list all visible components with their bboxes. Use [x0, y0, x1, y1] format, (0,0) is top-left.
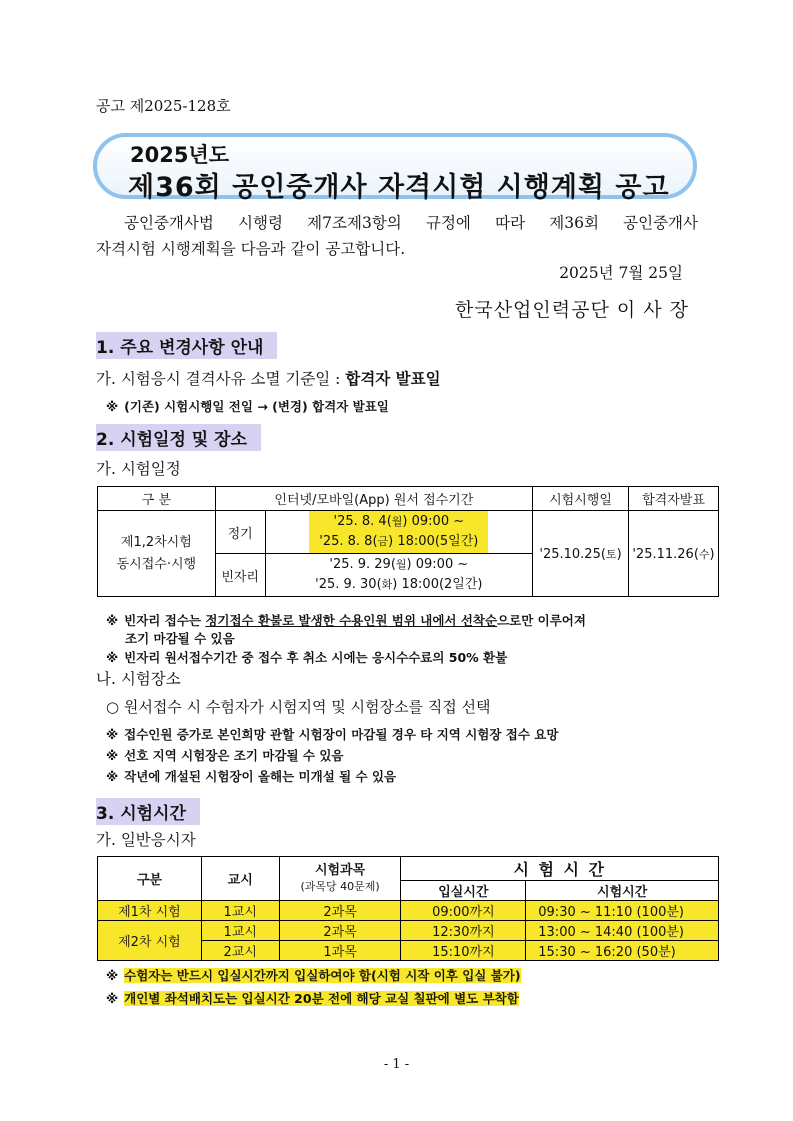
- row-division: 제2차 시험: [98, 921, 202, 961]
- regular-period-start: '25. 8. 4(월) 09:00 ~: [333, 514, 465, 529]
- intro-line-1: 공인중개사법 시행령 제7조제3항의 규정에 따라 제36회 공인중개사: [124, 214, 698, 232]
- row-label: [98, 511, 216, 597]
- section-1-heading: 1. 주요 변경사항 안내: [96, 332, 277, 359]
- header-entry-time: 입실시간: [401, 881, 526, 901]
- section-3-note-2: ※ 개인별 좌석배치도는 입실시간 20분 전에 해당 교실 칠판에 별도 부착함: [106, 991, 519, 1006]
- row-period: 1교시: [201, 901, 279, 921]
- header-subjects-title: 시험과목: [314, 862, 366, 878]
- section-3-heading: 3. 시험시간: [96, 798, 200, 825]
- notice-number: 공고 제2025-128호: [96, 97, 231, 115]
- row-subjects: 2과목: [279, 901, 401, 921]
- section-2-sub-b: 나. 시험장소: [96, 670, 181, 688]
- section-2-note-1-cont: 조기 마감될 수 있음: [125, 631, 235, 646]
- header-subjects-note: (과목당 40문제): [300, 879, 380, 893]
- schedule-table: [97, 486, 719, 597]
- vacancy-period-start: '25. 9. 29(월) 09:00 ~: [329, 557, 469, 572]
- row-exam-time: 09:30 ~ 11:10 (100분): [526, 901, 719, 921]
- row-label-line-2: 동시접수·시행: [116, 556, 197, 572]
- section-1-item-bold: 합격자 발표일: [345, 370, 441, 388]
- exam-time-table: [97, 856, 719, 961]
- header-test-time: 시험시간: [526, 881, 719, 901]
- reference-mark-icon: ※: [106, 769, 119, 784]
- table-row: [98, 901, 719, 921]
- reference-mark-icon: ※: [106, 399, 119, 414]
- place-note-1: ※ 접수인원 증가로 본인희망 관할 시험장이 마감될 경우 타 지역 시험장 접수 요망: [106, 727, 559, 742]
- row-entry: 12:30까지: [401, 921, 526, 941]
- row-exam-time: 13:00 ~ 14:40 (100분): [526, 921, 719, 941]
- header-exam-date: 시험시행일: [533, 487, 629, 511]
- vacancy-label: 빈자리: [215, 554, 265, 597]
- reference-mark-icon: ※: [106, 613, 119, 628]
- row-label-line-1: 제1,2차시험: [120, 534, 192, 550]
- section-2-note-1: ※ 빈자리 접수는 정기접수 환불로 발생한 수용인원 범위 내에서 선착순으로만 이루어져: [106, 613, 586, 628]
- reference-mark-icon: ※: [106, 748, 119, 763]
- page-number: - 1 -: [383, 1057, 410, 1072]
- table-row: [98, 921, 719, 941]
- title-year: 2025년도: [130, 143, 230, 167]
- row-period: 1교시: [201, 921, 279, 941]
- row-entry: 15:10까지: [401, 941, 526, 961]
- reference-mark-icon: ※: [106, 991, 119, 1006]
- exam-date: '25.10.25(토): [533, 511, 629, 597]
- place-line: ○ 원서접수 시 수험자가 시험지역 및 시험장소를 직접 선택: [106, 698, 491, 716]
- intro-paragraph: [96, 210, 698, 262]
- header-announce-date: 합격자발표: [628, 487, 718, 511]
- reference-mark-icon: ※: [106, 727, 119, 742]
- row-entry: 09:00까지: [401, 901, 526, 921]
- time-header-row-1: [98, 857, 719, 881]
- vacancy-period-end: '25. 9. 30(화) 18:00(2일간): [315, 577, 483, 592]
- issuer: 한국산업인력공단 이 사 장: [454, 299, 689, 321]
- row-exam-time: 15:30 ~ 16:20 (50분): [526, 941, 719, 961]
- row-subjects: 1과목: [279, 941, 401, 961]
- reference-mark-icon: ※: [106, 968, 119, 983]
- section-3-sub-a: 가. 일반응시자: [96, 831, 196, 849]
- row-subjects: 2과목: [279, 921, 401, 941]
- announce-date: '25.11.26(수): [628, 511, 718, 597]
- header-subjects: [279, 857, 401, 901]
- page-title: 제36회 공인중개사 자격시험 시행계획 공고: [128, 172, 670, 203]
- regular-row: [98, 511, 719, 554]
- schedule-header-row: [98, 487, 719, 511]
- regular-period-end: '25. 8. 8(금) 18:00(5일간): [319, 534, 479, 549]
- row-period: 2교시: [201, 941, 279, 961]
- section-1-note: [106, 397, 389, 415]
- intro-line-2: 자격시험 시행계획을 다음과 같이 공고합니다.: [96, 240, 406, 258]
- row-division: 제1차 시험: [98, 901, 202, 921]
- place-note-2: ※ 선호 지역 시험장은 조기 마감될 수 있음: [106, 748, 344, 763]
- reference-mark-icon: ※: [106, 650, 119, 665]
- regular-label: 정기: [215, 511, 265, 554]
- section-1-note-text: (기존) 시험시행일 전일 → (변경) 합격자 발표일: [124, 399, 389, 414]
- vacancy-period: [265, 554, 532, 597]
- regular-period: [265, 511, 532, 554]
- section-2-heading: 2. 시험일정 및 장소: [96, 424, 261, 451]
- header-application-period: 인터넷/모바일(App) 원서 접수기간: [215, 487, 532, 511]
- header-division: 구분: [98, 857, 202, 901]
- section-2-sub-a: 가. 시험일정: [96, 460, 181, 478]
- regular-period-highlight: [309, 511, 488, 553]
- place-note-3: ※ 작년에 개설된 시험장이 올해는 미개설 될 수 있음: [106, 769, 397, 784]
- header-division: 구 분: [98, 487, 216, 511]
- header-period: 교시: [201, 857, 279, 901]
- section-1-item-text: 가. 시험응시 결격사유 소멸 기준일 :: [96, 370, 346, 388]
- notice-date: 2025년 7월 25일: [559, 264, 683, 282]
- header-exam-time: 시 험 시 간: [401, 857, 719, 881]
- section-1-item: [96, 367, 441, 389]
- section-3-note-1: ※ 수험자는 반드시 입실시간까지 입실하여야 함(시험 시작 이후 입실 불가): [106, 968, 521, 983]
- section-2-note-2: ※ 빈자리 원서접수기간 중 접수 후 취소 시에는 응시수수료의 50% 환불: [106, 650, 508, 665]
